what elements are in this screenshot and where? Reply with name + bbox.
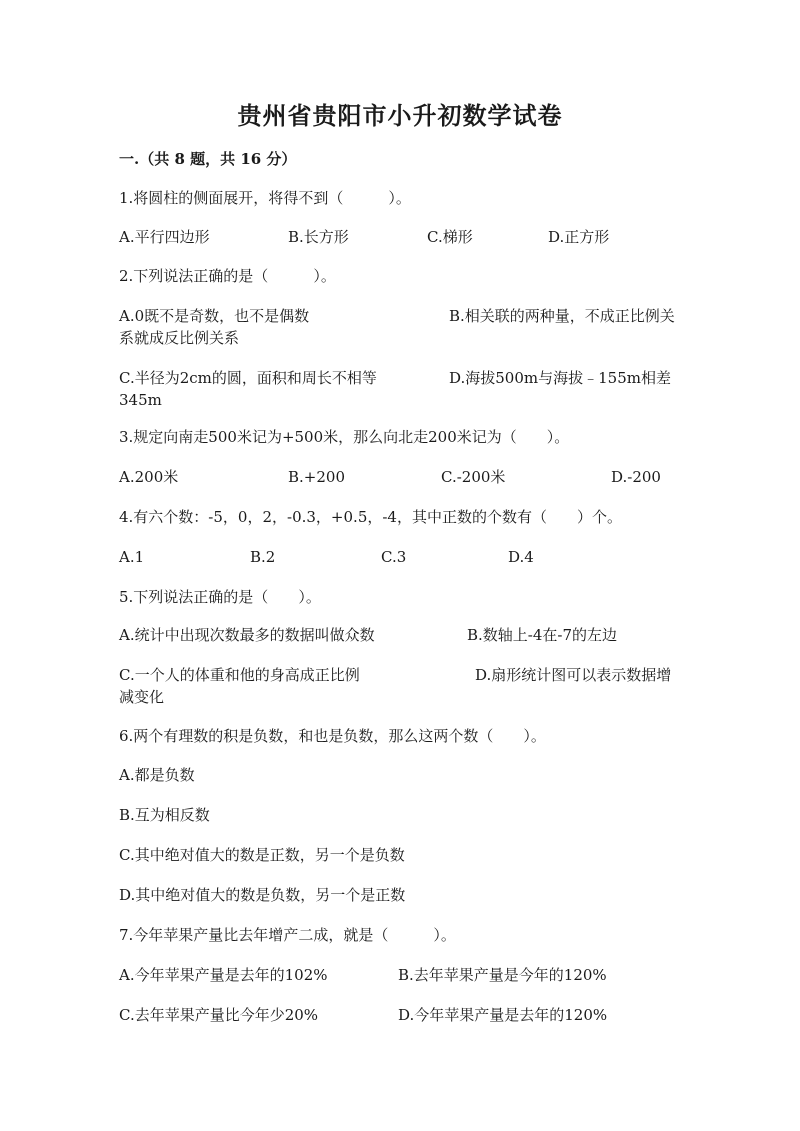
question-6-option-b: B.互为相反数 xyxy=(119,806,210,824)
question-3-option-a: A.200米 xyxy=(119,468,179,486)
question-3-option-b: B.+200 xyxy=(288,468,345,486)
question-5-stem: 5.下列说法正确的是（ ）。 xyxy=(119,588,321,606)
page-title: 贵州省贵阳市小升初数学试卷 xyxy=(237,101,563,130)
question-5-option-a: A.统计中出现次数最多的数据叫做众数 xyxy=(119,626,375,644)
question-4-option-b: B.2 xyxy=(250,548,276,566)
question-3-option-c: C.-200米 xyxy=(441,468,506,486)
question-2-options-cd xyxy=(119,367,679,411)
question-5-options-cd xyxy=(119,664,679,708)
question-2-option-d: D.海拔500m与海拔﹣155m相差345m xyxy=(119,369,671,409)
section-heading: 一.（共 8 题，共 16 分） xyxy=(119,150,297,168)
question-7-option-d: D.今年苹果产量是去年的120% xyxy=(398,1006,608,1024)
question-2-options-ab xyxy=(119,305,679,349)
question-1-option-b: B.长方形 xyxy=(288,228,349,246)
question-6-option-c: C.其中绝对值大的数是正数，另一个是负数 xyxy=(119,846,405,864)
question-2-option-c: C.半径为2cm的圆，面积和周长不相等 xyxy=(119,369,377,387)
question-6-option-a: A.都是负数 xyxy=(119,766,195,784)
question-5-option-c: C.一个人的体重和他的身高成正比例 xyxy=(119,666,360,684)
question-5-option-b: B.数轴上-4在-7的左边 xyxy=(467,626,618,644)
question-7-stem: 7.今年苹果产量比去年增产二成，就是（ ）。 xyxy=(119,926,456,944)
question-1-stem: 1.将圆柱的侧面展开，将得不到（ ）。 xyxy=(119,189,411,207)
question-1-option-a: A.平行四边形 xyxy=(119,228,210,246)
question-4-option-a: A.1 xyxy=(119,548,145,566)
question-5-option-d: D.扇形统计图可以表示数据增减变化 xyxy=(119,666,672,706)
question-4-option-d: D.4 xyxy=(508,548,534,566)
question-2-option-b: B.相关联的两种量，不成正比例关系就成反比例关系 xyxy=(119,307,675,347)
question-4-stem: 4.有六个数：-5，0，2，-0.3，+0.5，-4，其中正数的个数有（ ）个。 xyxy=(119,508,622,526)
question-1-option-c: C.梯形 xyxy=(427,228,473,246)
question-7-option-a: A.今年苹果产量是去年的102% xyxy=(119,966,328,984)
question-1-option-d: D.正方形 xyxy=(548,228,610,246)
question-2-stem: 2.下列说法正确的是（ ）。 xyxy=(119,267,336,285)
question-6-stem: 6.两个有理数的积是负数，和也是负数，那么这两个数（ ）。 xyxy=(119,727,546,745)
question-2-option-a: A.0既不是奇数，也不是偶数 xyxy=(119,307,310,325)
question-3-stem: 3.规定向南走500米记为+500米，那么向北走200米记为（ ）。 xyxy=(119,428,570,446)
question-7-option-b: B.去年苹果产量是今年的120% xyxy=(398,966,607,984)
question-3-option-d: D.-200 xyxy=(611,468,661,486)
question-7-option-c: C.去年苹果产量比今年少20% xyxy=(119,1006,319,1024)
question-4-option-c: C.3 xyxy=(381,548,407,566)
question-6-option-d: D.其中绝对值大的数是负数，另一个是正数 xyxy=(119,886,406,904)
